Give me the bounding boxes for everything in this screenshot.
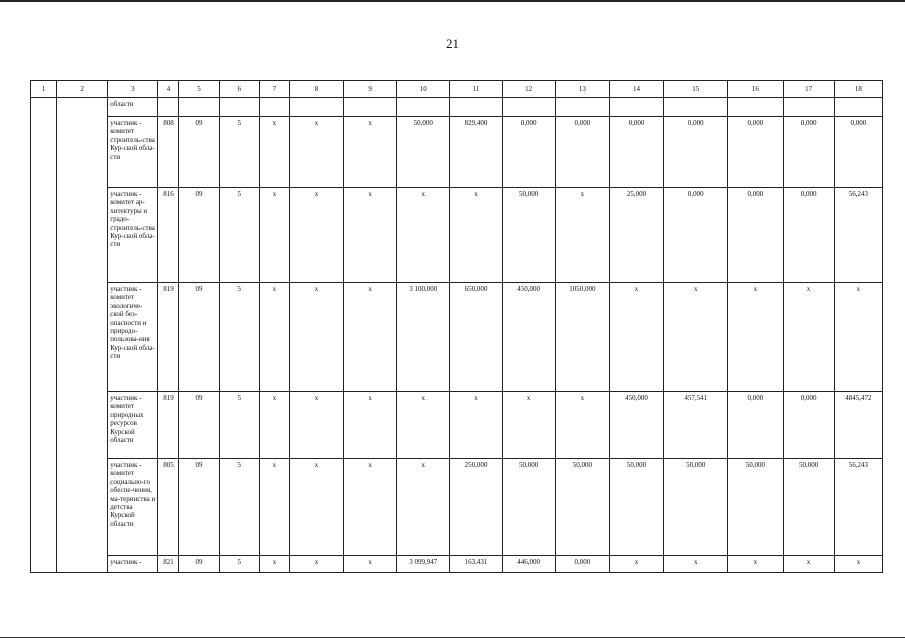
column-header: 14 (609, 81, 663, 98)
table-cell: 50,000 (397, 117, 450, 188)
table-cell: 50,000 (502, 188, 555, 283)
table-cell: х (344, 117, 397, 188)
table-cell: 09 (179, 459, 219, 556)
column-header: 1 (31, 81, 57, 98)
table-cell: 446,000 (502, 556, 555, 573)
table-cell-empty (502, 98, 555, 117)
budget-table (30, 80, 883, 573)
table-cell-empty (834, 98, 882, 117)
table-cell: 50,000 (609, 459, 663, 556)
table-cell: х (344, 283, 397, 392)
table-cell: 819 (158, 392, 179, 459)
table-cell: 5 (219, 392, 259, 459)
table-cell: х (259, 392, 289, 459)
table-cell: х (783, 283, 834, 392)
table-cell: 163,431 (450, 556, 502, 573)
table-cell: 0,000 (502, 117, 555, 188)
table-cell: 0,000 (728, 188, 783, 283)
table-cell: 457,541 (664, 392, 728, 459)
table-cell: 09 (179, 117, 219, 188)
table-cell: х (834, 283, 882, 392)
column-header: 16 (728, 81, 783, 98)
table-row (31, 117, 883, 188)
table-cell: х (259, 283, 289, 392)
table-cell: 450,000 (609, 392, 663, 459)
table-cell: х (397, 459, 450, 556)
table-cell: х (834, 556, 882, 573)
table-cell: 09 (179, 283, 219, 392)
table-cell: х (344, 392, 397, 459)
participant-cell: участник - комитет природных ресурсов Курской области (108, 392, 158, 459)
table-cell: 0,000 (728, 392, 783, 459)
table-cell-empty (158, 98, 179, 117)
table-cell: х (502, 392, 555, 459)
table-cell: 0,000 (555, 556, 609, 573)
table-row (31, 283, 883, 392)
table-cell: х (289, 283, 343, 392)
table-cell: х (289, 556, 343, 573)
participant-cell: участник - комитет строитель-ства Кур-ской обла-сти (108, 117, 158, 188)
table-header-row (31, 81, 883, 98)
table-cell: 816 (158, 188, 179, 283)
column-header: 11 (450, 81, 502, 98)
table-row (31, 392, 883, 459)
table-cell-empty (783, 98, 834, 117)
column-header: 15 (664, 81, 728, 98)
table-cell: х (728, 556, 783, 573)
table-cell: 0,000 (834, 117, 882, 188)
table-cell: х (289, 459, 343, 556)
table-cell: 0,000 (783, 392, 834, 459)
table-row (31, 98, 883, 117)
table-cell: х (344, 459, 397, 556)
table-cell: 0,000 (609, 117, 663, 188)
table-cell: 5 (219, 117, 259, 188)
table-row (31, 556, 883, 573)
table-cell-empty (31, 98, 57, 573)
table-cell: 250,000 (450, 459, 502, 556)
table-cell: 0,000 (664, 117, 728, 188)
column-header: 4 (158, 81, 179, 98)
table-cell: х (555, 392, 609, 459)
table-cell: х (289, 117, 343, 188)
table-cell: 5 (219, 283, 259, 392)
table-cell: 3 100,000 (397, 283, 450, 392)
table-cell: 1050,000 (555, 283, 609, 392)
table-cell: х (259, 188, 289, 283)
table-cell: х (289, 188, 343, 283)
table-cell-empty (259, 98, 289, 117)
table-cell: 0,000 (783, 188, 834, 283)
table-cell: х (555, 188, 609, 283)
column-header: 5 (179, 81, 219, 98)
table-cell: 829,400 (450, 117, 502, 188)
table-cell: 50,000 (664, 459, 728, 556)
table-cell-continued-label: области (108, 98, 158, 117)
table-cell: 808 (158, 117, 179, 188)
table-cell: 805 (158, 459, 179, 556)
participant-cell: участник - комитет социально-го обеспе-чения, ма-теринства и детства Курской области (108, 459, 158, 556)
table-cell: 650,000 (450, 283, 502, 392)
column-header: 6 (219, 81, 259, 98)
participant-cell: участник - (108, 556, 158, 573)
table-cell: х (259, 556, 289, 573)
table-cell: 3 099,947 (397, 556, 450, 573)
table-cell: х (289, 392, 343, 459)
table-cell: 56,243 (834, 188, 882, 283)
table-cell: 50,000 (555, 459, 609, 556)
table-cell: 450,000 (502, 283, 555, 392)
column-header: 9 (344, 81, 397, 98)
table-cell: 50,000 (728, 459, 783, 556)
table-cell-empty (179, 98, 219, 117)
column-header: 10 (397, 81, 450, 98)
participant-cell: участник - комитет экологиче-ской без-опасности и природо-пользова-ния Кур-ской обла-сти (108, 283, 158, 392)
table-cell: 09 (179, 556, 219, 573)
table-cell: 5 (219, 459, 259, 556)
column-header: 7 (259, 81, 289, 98)
table-cell: х (344, 556, 397, 573)
table-cell: 4845,472 (834, 392, 882, 459)
table-cell: х (259, 117, 289, 188)
table-cell: 50,000 (502, 459, 555, 556)
table-cell: 0,000 (728, 117, 783, 188)
table-cell: х (450, 188, 502, 283)
table-cell-empty (289, 98, 343, 117)
table-cell-empty (555, 98, 609, 117)
table-cell: 5 (219, 556, 259, 573)
page-top-edge (0, 0, 905, 2)
table-cell: х (397, 392, 450, 459)
table-cell: х (783, 556, 834, 573)
column-header: 2 (57, 81, 108, 98)
column-header: 12 (502, 81, 555, 98)
table-cell-empty (57, 98, 108, 573)
column-header: 17 (783, 81, 834, 98)
table-cell: 821 (158, 556, 179, 573)
table-cell: х (728, 283, 783, 392)
table-cell: х (259, 459, 289, 556)
table-cell-empty (450, 98, 502, 117)
table-cell: 50,000 (783, 459, 834, 556)
table-cell: 25,000 (609, 188, 663, 283)
table-cell: х (397, 188, 450, 283)
participant-cell: участник - комитет ар-хитектуры и градо-строитель-ства Кур-ской обла-сти (108, 188, 158, 283)
table-cell: х (609, 283, 663, 392)
table-row (31, 188, 883, 283)
column-header: 18 (834, 81, 882, 98)
table-cell: 09 (179, 392, 219, 459)
page-number: 21 (446, 36, 459, 51)
column-header: 8 (289, 81, 343, 98)
table-cell: 0,000 (783, 117, 834, 188)
table-cell-empty (664, 98, 728, 117)
table-cell: 0,000 (555, 117, 609, 188)
table-cell-empty (609, 98, 663, 117)
table-cell-empty (728, 98, 783, 117)
table-cell: 09 (179, 188, 219, 283)
page-bottom-edge (0, 637, 905, 638)
table-cell: 56,243 (834, 459, 882, 556)
table-cell: 5 (219, 188, 259, 283)
table-cell: х (450, 392, 502, 459)
table-row (31, 459, 883, 556)
table-cell-empty (219, 98, 259, 117)
table-cell: х (609, 556, 663, 573)
table-cell: х (664, 556, 728, 573)
table-cell: х (344, 188, 397, 283)
table-cell: х (664, 283, 728, 392)
table-cell-empty (397, 98, 450, 117)
column-header: 3 (108, 81, 158, 98)
column-header: 13 (555, 81, 609, 98)
table-cell: 0,000 (664, 188, 728, 283)
table-cell: 819 (158, 283, 179, 392)
table-cell-empty (344, 98, 397, 117)
